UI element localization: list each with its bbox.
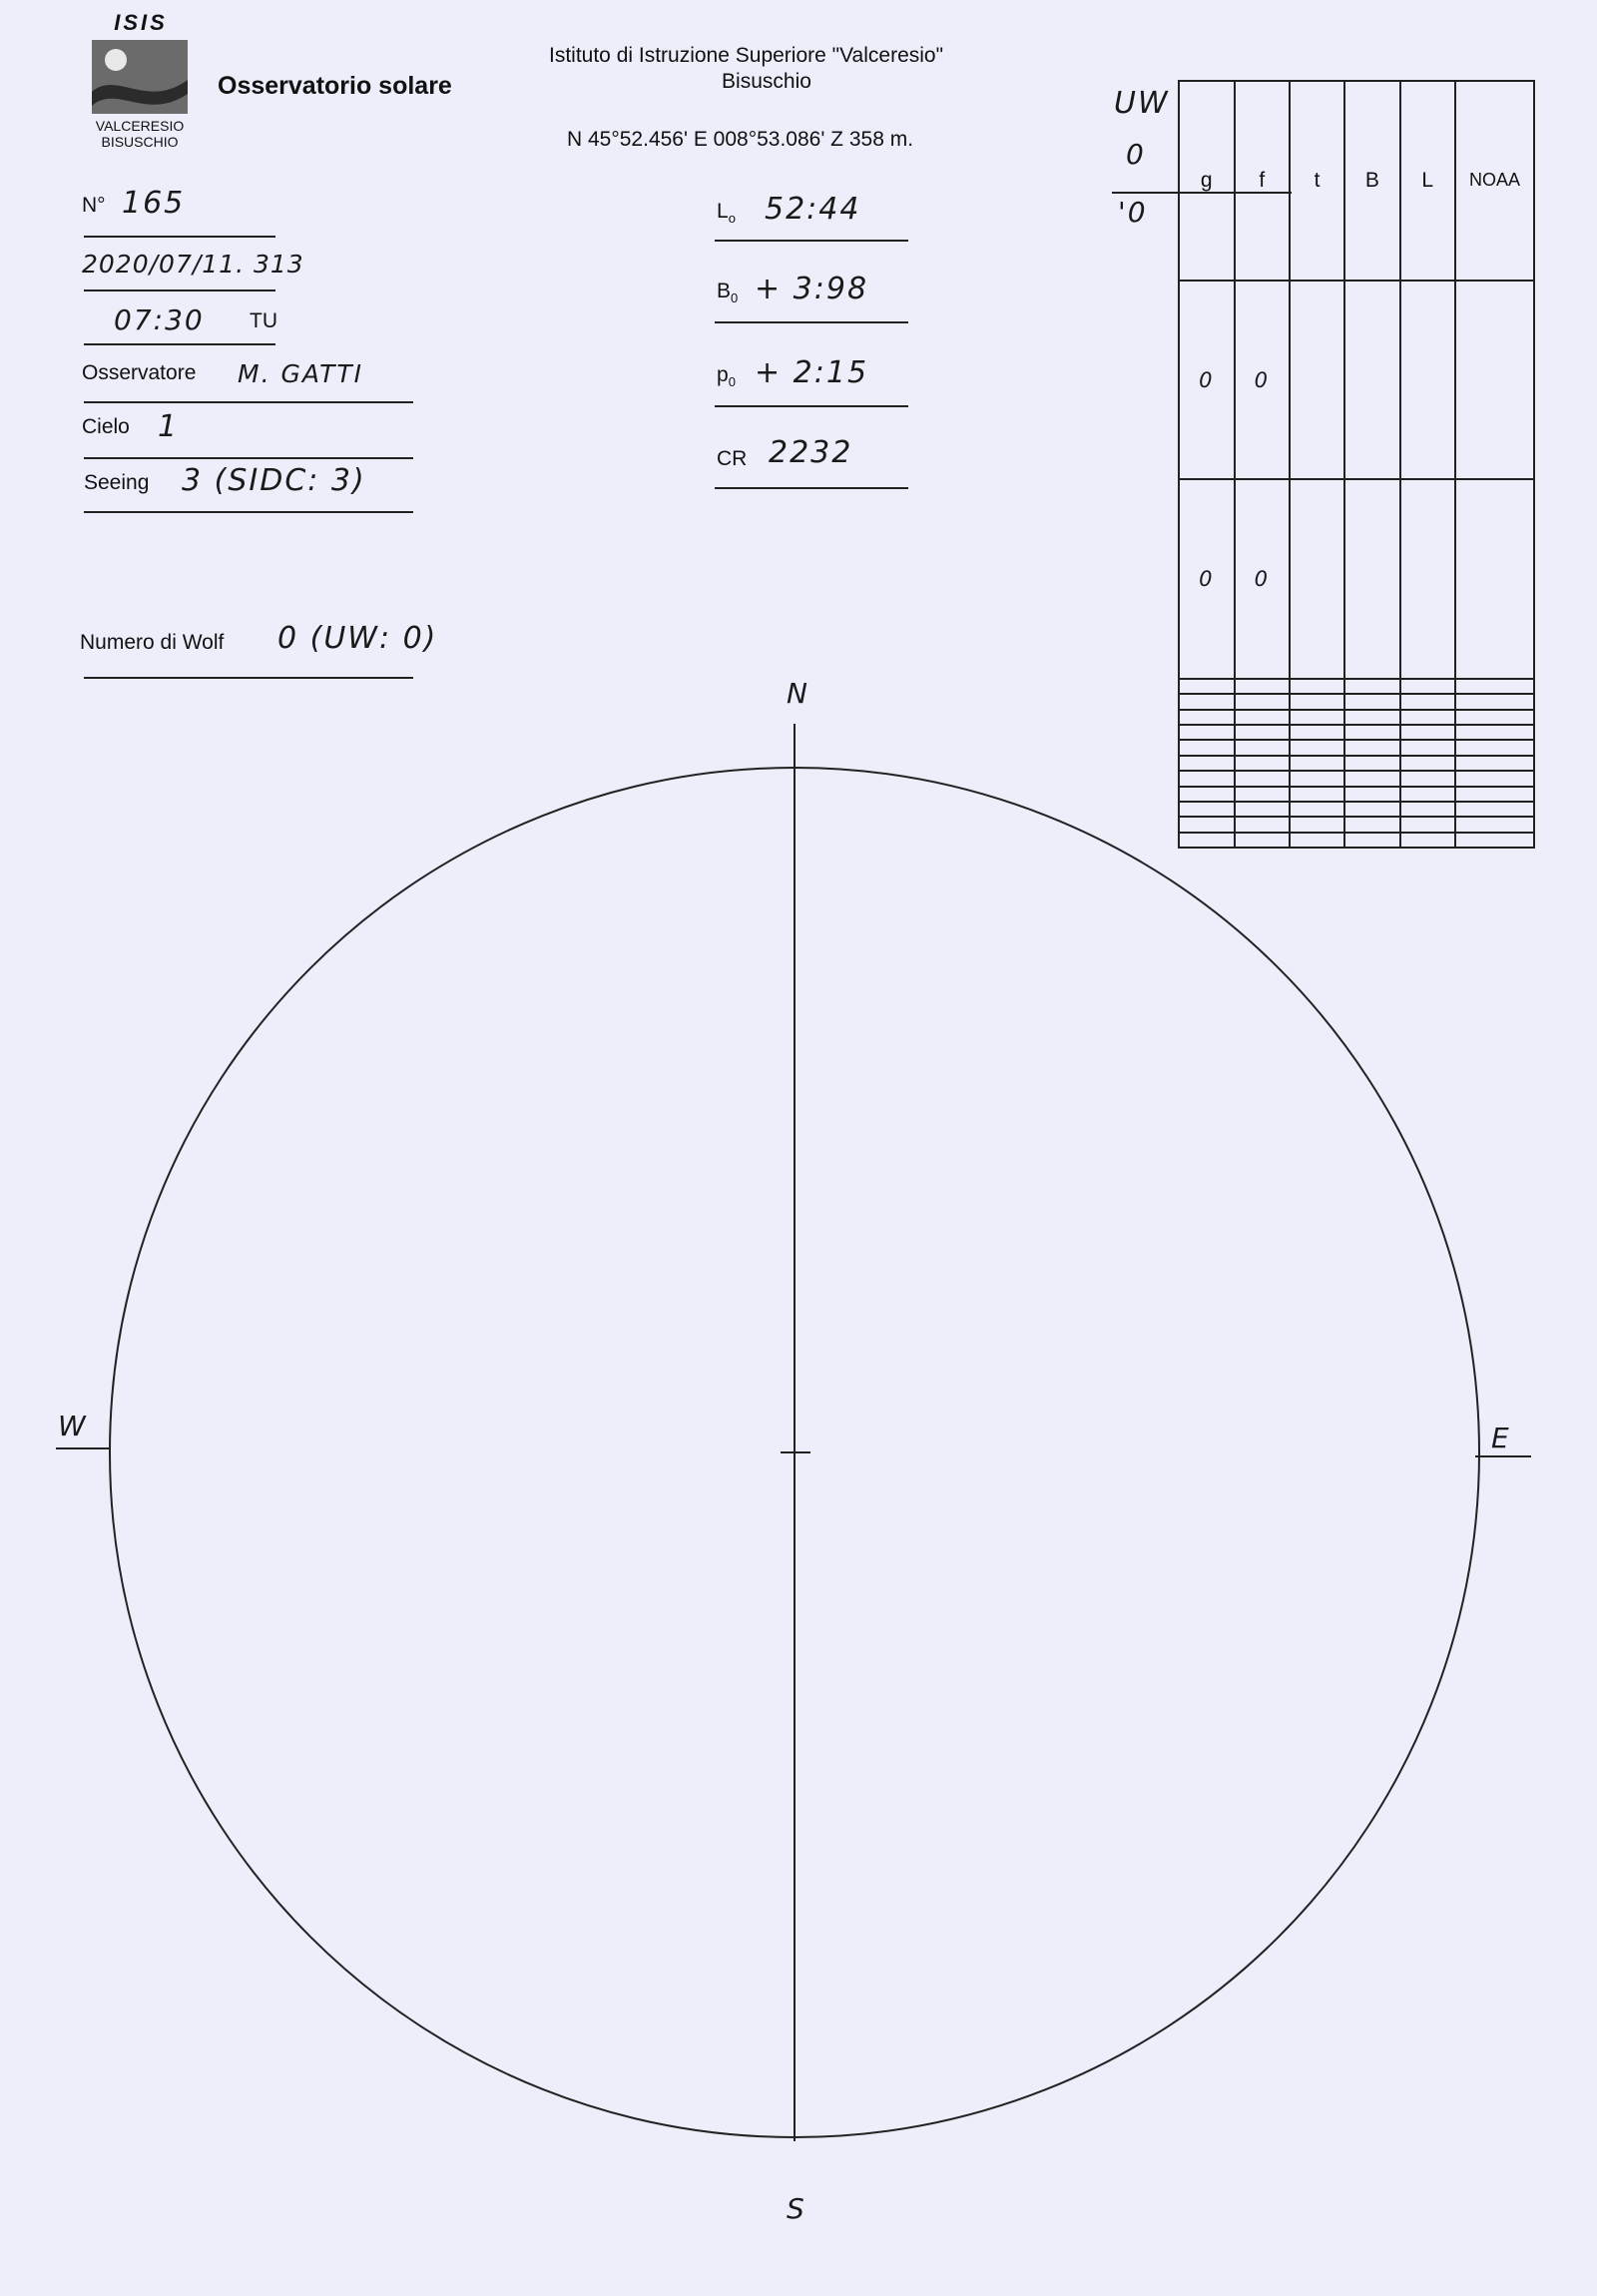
west-label: W [58,1410,88,1442]
p0-value: + 2:15 [755,355,869,390]
north-label: N [787,677,809,710]
row2-f: 0 [1235,479,1291,679]
institute-town: Bisuschio [722,70,811,93]
number-value: 165 [122,186,186,221]
cr-value: 2232 [769,435,853,470]
seeing-value: 3 (SIDC: 3) [182,463,366,498]
sky-value: 1 [158,409,180,444]
l0-value: 52:44 [765,192,861,227]
time-value: 07:30 [114,303,205,336]
south-label: S [787,2192,806,2225]
logo-wordmark: ISIS [114,10,168,35]
wolf-value: 0 (UW: 0) [277,621,438,656]
column-header-f: f [1235,81,1291,281]
column-header-l: L [1400,81,1455,281]
l0-label: $L_o$ [717,200,736,227]
uw-column-header: UW [1114,86,1170,121]
observer-value: M. GATTI [238,359,364,388]
page-title: Osservatorio solare [218,72,452,100]
date-value: 2020/07/11. 313 [82,250,304,279]
column-header-b: B [1344,81,1399,281]
sky-label: Cielo [82,415,130,438]
number-label: N° [82,194,106,217]
observer-label: Osservatore [82,361,197,384]
column-header-noaa: NOAA [1455,81,1534,281]
b0-label: $B_0$ [717,280,739,306]
observatory-coordinates: N 45°52.456' E 008°53.086' Z 358 m. [567,128,914,151]
b0-value: + 3:98 [755,272,869,306]
uw-row2-value: '0 [1118,196,1148,229]
row1-f: 0 [1235,281,1291,480]
wolf-label: Numero di Wolf [80,631,225,654]
east-label: E [1491,1422,1511,1454]
column-header-g: g [1179,81,1235,281]
institute-name: Istituto di Istruzione Superiore "Valceresio" [549,44,944,67]
cr-label: CR [717,447,748,470]
logo-subtitle-2: BISUSCHIO [101,134,179,148]
row1-g: 0 [1179,281,1235,480]
logo-subtitle-1: VALCERESIO [95,118,185,134]
seeing-label: Seeing [84,471,150,494]
row2-g: 0 [1179,479,1235,679]
column-header-t: t [1290,81,1344,281]
p0-label: $p_0$ [717,363,736,390]
uw-row1-value: 0 [1126,138,1146,171]
time-unit: TU [250,309,277,332]
